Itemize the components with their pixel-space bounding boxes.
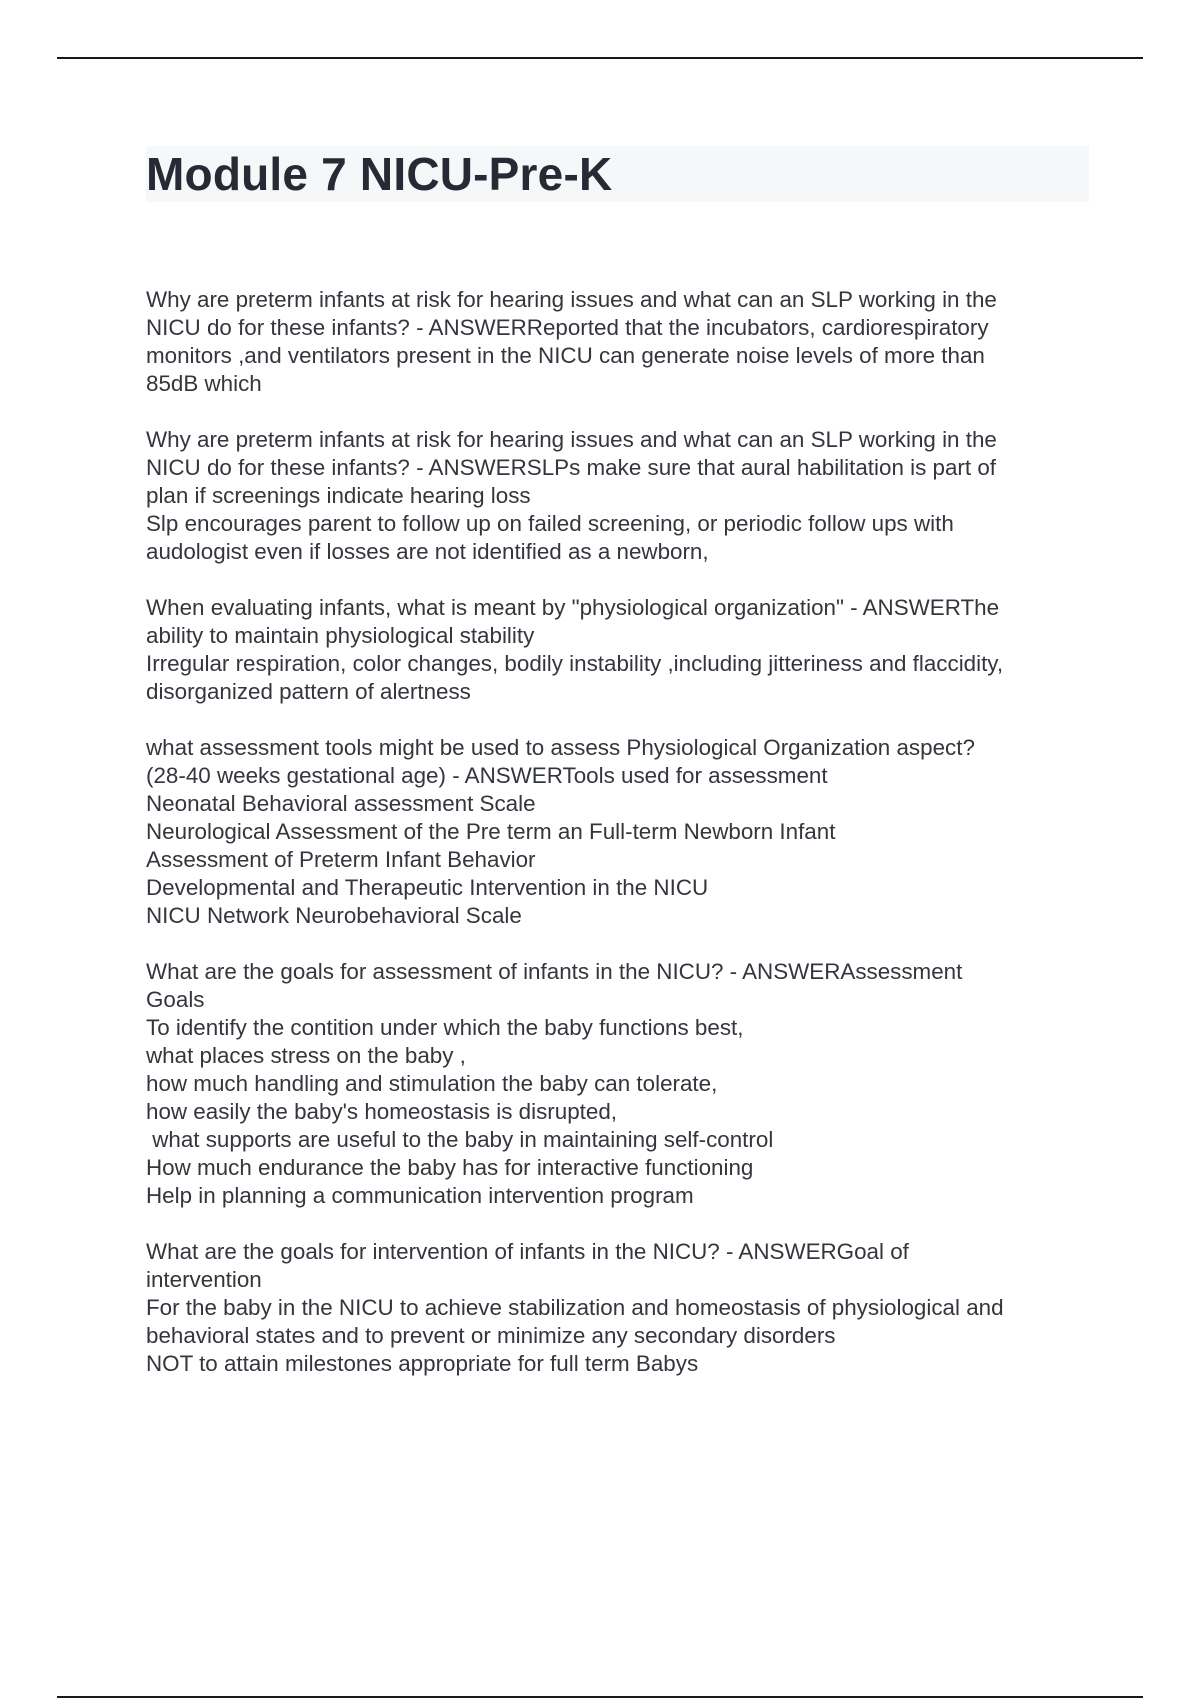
text-line: (28-40 weeks gestational age) - ANSWERTools used for assessment xyxy=(146,763,828,788)
text-line: disorganized pattern of alertness xyxy=(146,679,471,704)
text-line: plan if screenings indicate hearing loss xyxy=(146,483,531,508)
qa-entry xyxy=(146,426,1106,566)
text-line: how much handling and stimulation the baby can tolerate, xyxy=(146,1071,718,1096)
text-line: Why are preterm infants at risk for hearing issues and what can an SLP working in the xyxy=(146,287,997,312)
text-line: intervention xyxy=(146,1267,262,1292)
text-line: what places stress on the baby , xyxy=(146,1043,466,1068)
text-line: To identify the contition under which the baby functions best, xyxy=(146,1015,744,1040)
text-line: What are the goals for assessment of infants in the NICU? - ANSWERAssessment xyxy=(146,959,963,984)
text-line: How much endurance the baby has for interactive functioning xyxy=(146,1155,754,1180)
text-line: Why are preterm infants at risk for hearing issues and what can an SLP working in the xyxy=(146,427,997,452)
text-line: For the baby in the NICU to achieve stabilization and homeostasis of physiological and xyxy=(146,1295,1004,1320)
text-line: Help in planning a communication intervention program xyxy=(146,1183,694,1208)
text-line: behavioral states and to prevent or minimize any secondary disorders xyxy=(146,1323,836,1348)
bottom-rule xyxy=(57,1696,1143,1698)
text-line: ability to maintain physiological stability xyxy=(146,623,535,648)
text-line: audologist even if losses are not identified as a newborn, xyxy=(146,539,709,564)
text-line: Goals xyxy=(146,987,205,1012)
qa-entry xyxy=(146,1238,1106,1378)
page-title: Module 7 NICU-Pre-K xyxy=(146,148,613,200)
text-line: Assessment of Preterm Infant Behavior xyxy=(146,847,536,872)
qa-entry xyxy=(146,286,1106,398)
text-line: what supports are useful to the baby in maintaining self-control xyxy=(146,1127,774,1152)
qa-entry xyxy=(146,734,1106,930)
top-rule xyxy=(57,57,1143,59)
text-line: monitors ,and ventilators present in the NICU can generate noise levels of more than xyxy=(146,343,985,368)
qa-content xyxy=(146,286,1106,1406)
text-line: how easily the baby's homeostasis is disrupted, xyxy=(146,1099,617,1124)
qa-entry xyxy=(146,594,1106,706)
text-line: what assessment tools might be used to assess Physiological Organization aspect? xyxy=(146,735,975,760)
text-line: NICU do for these infants? - ANSWERSLPs make sure that aural habilitation is part of xyxy=(146,455,996,480)
text-line: 85dB which xyxy=(146,371,262,396)
text-line: Slp encourages parent to follow up on failed screening, or periodic follow ups with xyxy=(146,511,954,536)
text-line: What are the goals for intervention of infants in the NICU? - ANSWERGoal of xyxy=(146,1239,909,1264)
text-line: Neurological Assessment of the Pre term an Full-term Newborn Infant xyxy=(146,819,836,844)
text-line: When evaluating infants, what is meant by "physiological organization" - ANSWERThe xyxy=(146,595,1000,620)
text-line: NICU do for these infants? - ANSWERReported that the incubators, cardiorespiratory xyxy=(146,315,989,340)
qa-entry xyxy=(146,958,1106,1210)
text-line: Neonatal Behavioral assessment Scale xyxy=(146,791,536,816)
text-line: Developmental and Therapeutic Intervention in the NICU xyxy=(146,875,709,900)
text-line: NICU Network Neurobehavioral Scale xyxy=(146,903,522,928)
text-line: NOT to attain milestones appropriate for full term Babys xyxy=(146,1351,699,1376)
text-line: Irregular respiration, color changes, bodily instability ,including jitteriness and flaccidity, xyxy=(146,651,1004,676)
